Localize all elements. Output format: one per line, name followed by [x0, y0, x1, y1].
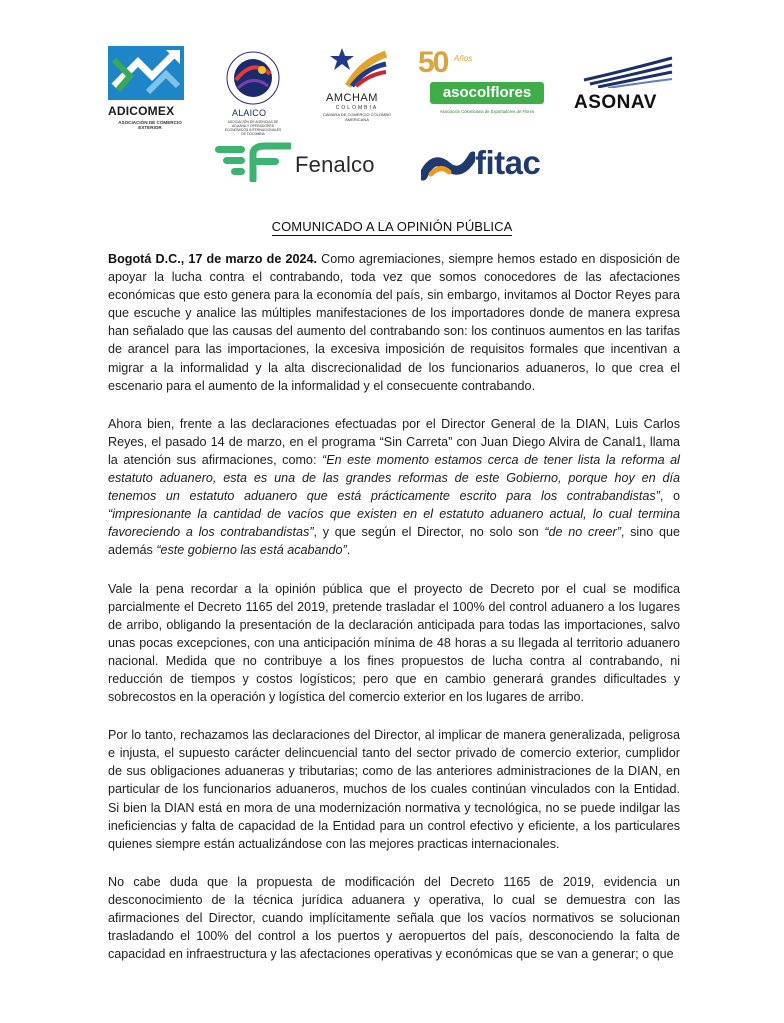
adicomex-emblem [108, 46, 184, 100]
paragraph-2-text-c: , y que según el Director, no solo son [313, 525, 545, 540]
date-line: Bogotá D.C., 17 de marzo de 2024. [108, 252, 318, 266]
quote-4: “este gobierno las está acabando” [156, 543, 347, 558]
asocolflores-subtitle: Asociación Colombiana de Exportadores de Flores [439, 109, 535, 114]
logo-row-top [100, 38, 700, 136]
amcham-country: COLOMBIA [335, 105, 379, 111]
paragraph-2-text-b: , o [659, 489, 680, 504]
asocolflores-anniversary: 50 [418, 46, 448, 79]
paragraph-3: Vale la pena recordar a la opinión pública que el proyecto de Decreto por el cual se modifica parcialmente el Decreto 1165 del 2019, pretende trasladar el 100% del control aduanero a los lugares de arribo, obligando la presentación de la declaración anticipada para todas las importaciones, salvo unas pocas excepciones, con una anticipación mínima de 48 horas a su llegada al territorio aduanero nacional. Medida que no contribuye a los fines propuestos de lucha contra al contrabando, ni reducción de tiempos y costos logísticos; pero que en cambio generará grandes dificultades y sobrecostos en la operación y logística del comercio exterior en los lugares de arribo. [108, 581, 680, 705]
alaico-logo [222, 50, 292, 136]
amcham-name: AMCHAM [326, 92, 378, 104]
asonav-emblem [580, 54, 676, 88]
fitac-logo [421, 146, 571, 188]
logo-row-bottom [205, 138, 585, 190]
amcham-subtitle: CÁMARA DE COMERCIO COLOMBO AMERICANA [322, 112, 392, 122]
paragraph-4: Por lo tanto, rechazamos las declaraciones del Director, al implicar de manera generalizada, peligrosa e injusta, el supuesto carácter delincuencial tanto del sector privado de comercio exterior, cumplidor de sus obligaciones aduaneras y tributarias; como de las anteriores administraciones de la DIAN, en particular de los funcionarios aduaneros, muchos de los cuales continúan vinculados con la Entidad. Si bien la DIAN está en mora de una modernización normativa y tecnológica, no se puede indilgar las ineficiencias y falta de capacidad de la Entidad para un control efectivo y eficiente, a los particulares quienes siempre están actualizándose con las mejores practicas internacionales. [108, 728, 680, 851]
paragraph-2 [108, 415, 680, 560]
quote-3: “de no creer” [544, 525, 621, 540]
paragraph-1 [108, 250, 680, 395]
asonav-logo [574, 54, 678, 120]
alaico-subtitle: ASOCIACIÓN DE AGENCIAS DE ADUANA Y OPERADORES ECONÓMICOS INTERNACIONALES DE COLOMBIA [224, 120, 282, 136]
asocolflores-anniversary-word: Años [454, 54, 473, 63]
quote-1: “En este momento estamos cerca de tener lista la reforma al estatuto aduanero, esta es una de las grandes reformas de este Gobierno, porque hoy en día tenemos un estatuto aduanero que está prácticamente escrito para los contrabandistas” [108, 452, 680, 504]
alaico-name: ALAICO [232, 108, 267, 118]
amcham-logo [322, 44, 394, 130]
fenalco-emblem [213, 142, 291, 182]
paragraph-5: No cabe duda que la propuesta de modificación del Decreto 1165 de 2019, evidencia un desconocimiento de la técnica jurídica aduanera y operativa, lo cual se demuestra con las afirmaciones del Director, cuando implícitamente señala que los vacíos normativos se solucionan trasladando el 100% del control a los puertos y aeropuertos del país, desconociendo la falta de capacidad en infraestructura y las afectaciones operativas y económicas que se van a generar; o que [108, 874, 680, 962]
asonav-name: ASONAV [574, 92, 657, 113]
quote-2: “impresionante la cantidad de vacíos que existen en el estatuto aduanero actual, lo cual termina favoreciendo a los contrabandistas” [108, 507, 680, 540]
fenalco-logo [213, 142, 389, 186]
adicomex-logo [108, 46, 198, 130]
fenalco-name: Fenalco [295, 152, 375, 177]
fitac-emblem [421, 150, 475, 184]
document-body [108, 250, 680, 983]
paragraph-2-text-e: . [346, 543, 351, 558]
adicomex-subtitle: ASOCIACIÓN DE COMERCIO EXTERIOR [118, 120, 182, 130]
alaico-emblem [222, 50, 284, 106]
paragraph-1-text: Como agremiaciones, siempre hemos estado en disposición de apoyar la lucha contra el contrabando, toda vez que somos conocedores de las afectaciones económicas que esto genera para la economía del país, sin embargo, invitamos al Doctor Reyes para que escuche y analice las múltiples manifestaciones de los importadores donde de manera expresa han señalado que las causas del aumento del contrabando son: los continuos aumentos en las tarifas de arancel para las importaciones, la excesiva imposición de requisitos formales que incentivan a migrar a la informalidad y la alta discrecionalidad de los funcionarios aduaneros, lo que crea el escenario para el aumento de la informalidad y el consecuente contrabando. [108, 252, 680, 393]
paragraph-2-text-a: Ahora bien, frente a las declaraciones efectuadas por el Director General de la DIAN, Luis Carlos Reyes, el pasado 14 de marzo, en el programa “Sin Carreta” con Juan Diego Alvira de Canal1, llama la atención sus afirmaciones, como: [108, 416, 680, 467]
document-title-text: COMUNICADO A LA OPINIÓN PÚBLICA [271, 219, 513, 234]
amcham-emblem [328, 44, 388, 88]
adicomex-name: ADICOMEX [108, 104, 175, 118]
document-title [0, 219, 784, 234]
fitac-name: fitac [475, 144, 541, 181]
asocolflores-name: asocolflores [430, 82, 544, 104]
asocolflores-logo [418, 48, 546, 120]
paragraph-2-text-d: , sino que además [108, 525, 680, 558]
